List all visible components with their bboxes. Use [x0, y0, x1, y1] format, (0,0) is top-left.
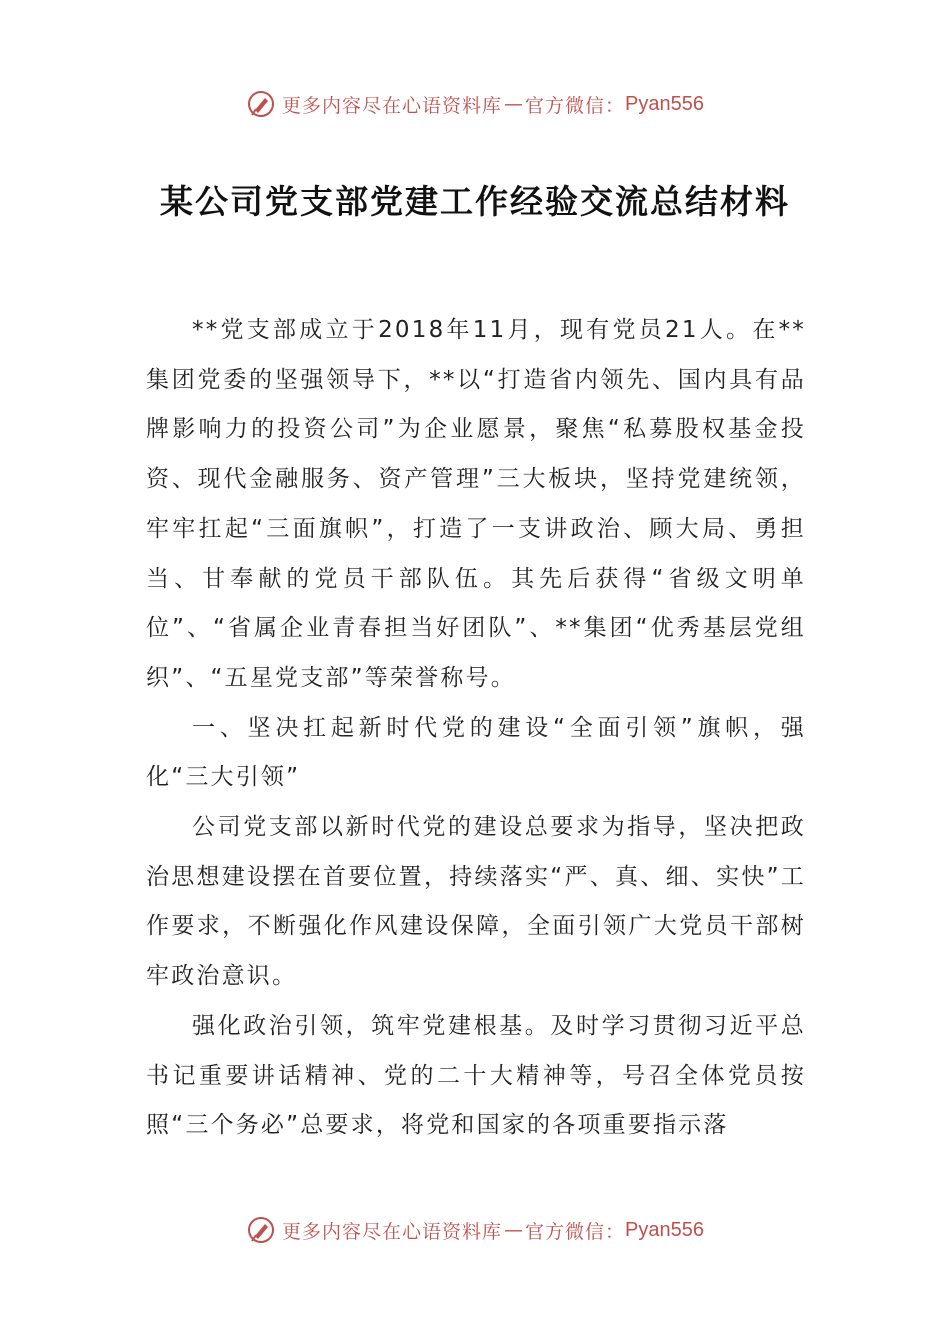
paragraph-guidance: 公司党支部以新时代党的建设总要求为指导，坚决把政治思想建设摆在首要位置，持续落实“严、真、细、实快”工作要求，不断强化作风建设保障，全面引领广大党员干部树牢政治意识。 [146, 814, 806, 990]
banner-dash: — [504, 1219, 524, 1241]
banner-wechat-id: Pyan556 [625, 1218, 704, 1241]
banner-dash: — [504, 93, 524, 115]
banner-wechat-label: 官方微信： [525, 1220, 626, 1243]
pen-nib-circle-icon [246, 89, 276, 119]
footer-banner [0, 1210, 950, 1250]
banner-wechat-label: 官方微信： [525, 94, 626, 117]
paragraph-intro: **党支部成立于2018年11月，现有党员21人。在**集团党委的坚强领导下，**以“打造省内领先、国内具有品牌影响力的投资公司”为企业愿景，聚焦“私募股权基金投资、现代金融服务、资产管理”三大板块，坚持党建统领，牢牢扛起“三面旗帜”，打造了一支讲政治、顾大局、勇担当、甘奉献的党员干部队伍。其先后获得“省级文明单位”、“省属企业青春担当好团队”、**集团“优秀基层党组织”、“五星党支部”等荣誉称号。 [146, 317, 806, 691]
banner-wechat-id: Pyan556 [625, 92, 704, 115]
pen-nib-circle-icon [246, 1215, 276, 1245]
banner-text: 更多内容尽在心语资料库 [282, 94, 503, 117]
document-body [146, 306, 806, 1151]
banner-text: 更多内容尽在心语资料库 [282, 1220, 503, 1243]
header-banner [0, 84, 950, 124]
paragraph-section-heading: 一、坚决扛起新时代党的建设“全面引领”旗帜，强化“三大引领” [146, 714, 806, 791]
document-title: 某公司党支部党建工作经验交流总结材料 [160, 182, 790, 221]
paragraph-political-lead: 强化政治引领，筑牢党建根基。及时学习贯彻习近平总书记重要讲话精神、党的二十大精神等，号召全体党员按照“三个务必”总要求，将党和国家的各项重要指示落 [146, 1012, 806, 1139]
